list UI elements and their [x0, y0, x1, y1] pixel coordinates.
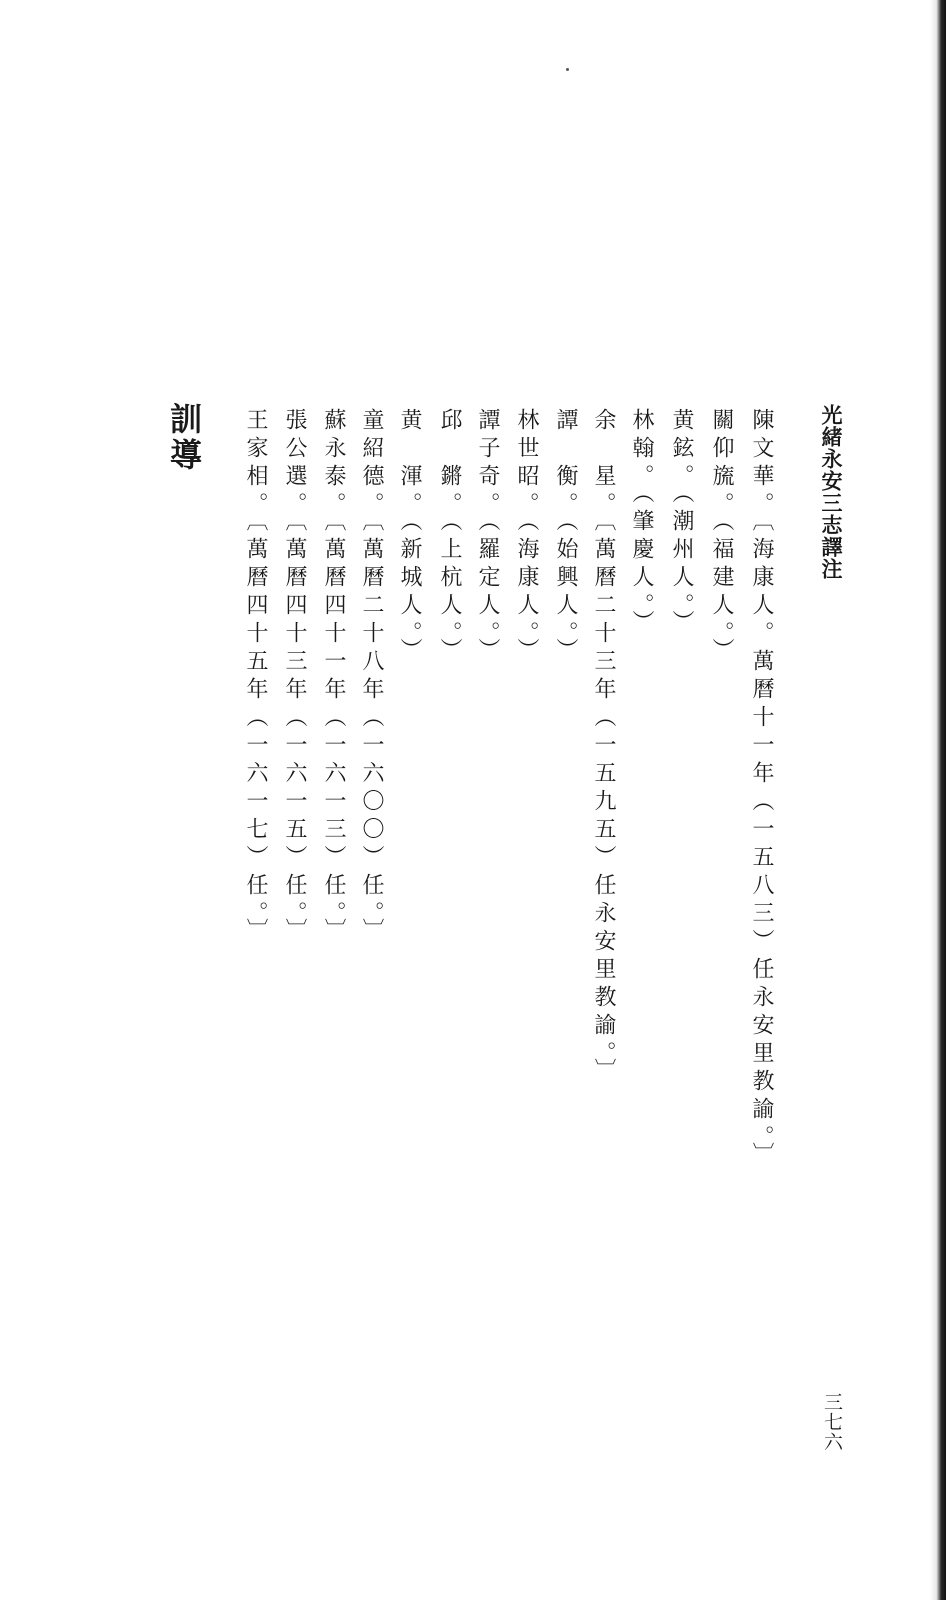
- entry-huang-hun: 黄 渾。（新城人。）: [397, 408, 422, 666]
- entry-zhang-gongxuan: 張公選。〔萬曆四十三年（一六一五）任。〕: [282, 408, 307, 946]
- entry-su-yongtai: 蘇永泰。〔萬曆四十一年（一六一三）任。〕: [321, 408, 346, 946]
- entry-wang-jiaxiang: 王家相。〔萬曆四十五年（一六一七）任。〕: [243, 408, 268, 946]
- scan-border: [930, 0, 946, 1600]
- scan-speck: [566, 68, 569, 71]
- page-number: 三七六: [821, 1392, 843, 1452]
- entry-tan-heng: 譚 衡。（始興人。）: [553, 408, 578, 666]
- entry-huang-xuan: 黄鉉。（潮州人。）: [669, 408, 694, 638]
- entry-tong-shaode: 童紹德。〔萬曆二十八年（一六〇〇）任。〕: [359, 408, 384, 946]
- section-heading: 訓導: [165, 402, 203, 474]
- entry-qiu-qiang: 邱 鏘。（上杭人。）: [437, 408, 462, 666]
- entry-tan-ziqi: 譚子奇。（羅定人。）: [475, 408, 500, 666]
- running-head: 光緒永安三志譯注: [819, 404, 844, 580]
- entry-lin-han: 林翰。（肇慶人。）: [629, 408, 654, 638]
- entry-lin-shizhao: 林世昭。（海康人。）: [514, 408, 539, 666]
- entry-chen-wenhua: 陳文華。〔海康人。萬曆十一年（一五八三）任永安里教諭。〕: [749, 408, 774, 1170]
- entry-guan-yangliu: 關仰旒。（福建人。）: [709, 408, 734, 666]
- entry-yu-xing: 余 星。〔萬曆二十三年（一五九五）任永安里教諭。〕: [591, 408, 616, 1086]
